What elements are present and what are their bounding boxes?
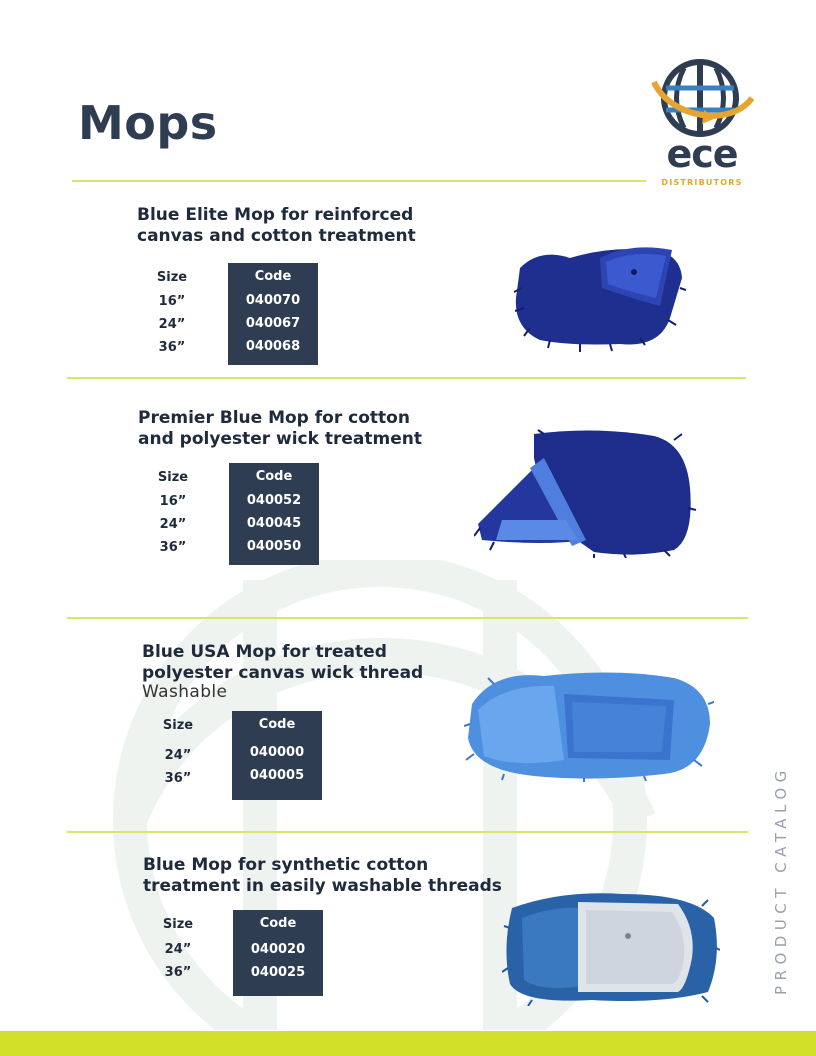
- size-column: [156, 913, 200, 984]
- product-image-elite-mop: [510, 228, 686, 352]
- code-header: Code: [259, 916, 297, 931]
- product-name-line: Blue USA Mop for treated: [142, 642, 387, 662]
- size-column: [156, 714, 200, 790]
- code-value: 040000: [249, 745, 305, 760]
- size-header: Size: [157, 470, 189, 485]
- size-value: 36”: [164, 771, 192, 786]
- size-value: 24”: [164, 748, 192, 763]
- code-value: 040050: [246, 539, 302, 554]
- size-value: 36”: [158, 340, 186, 355]
- side-catalog-label: PRODUCT CATALOG: [772, 765, 790, 995]
- logo-subtitle: DISTRIBUTORS: [661, 178, 743, 187]
- size-column: [151, 466, 195, 559]
- footer-accent-bar: [0, 1031, 816, 1056]
- product-name-line: polyester canvas wick thread: [142, 663, 424, 683]
- product-note: Washable: [142, 682, 228, 702]
- code-header: Code: [255, 469, 293, 484]
- product-name: [138, 408, 422, 450]
- section-divider: [67, 617, 748, 619]
- product-image-premier-mop: [474, 428, 698, 558]
- size-header: Size: [162, 917, 194, 932]
- code-table: [229, 463, 319, 565]
- size-value: 16”: [159, 494, 187, 509]
- product-name-line: treatment in easily washable threads: [143, 876, 502, 896]
- code-value: 040068: [245, 339, 301, 354]
- code-table: [232, 711, 322, 800]
- size-value: 24”: [158, 317, 186, 332]
- size-value: 16”: [158, 294, 186, 309]
- size-column: [150, 266, 194, 359]
- code-header: Code: [258, 717, 296, 732]
- product-image-usa-mop: [464, 664, 714, 782]
- company-logo: [650, 58, 754, 190]
- product-image-synthetic-mop: [502, 888, 720, 1006]
- size-value: 36”: [164, 965, 192, 980]
- globe-logo-icon: [650, 58, 754, 138]
- product-name-line: canvas and cotton treatment: [137, 226, 416, 246]
- code-value: 040052: [246, 493, 302, 508]
- code-value: 040070: [245, 293, 301, 308]
- code-value: 040025: [250, 965, 306, 980]
- size-value: 24”: [159, 517, 187, 532]
- product-name-line: and polyester wick treatment: [138, 429, 422, 449]
- section-divider: [67, 831, 748, 833]
- code-value: 040067: [245, 316, 301, 331]
- size-value: 36”: [159, 540, 187, 555]
- product-name-line: Premier Blue Mop for cotton: [138, 408, 410, 428]
- code-table: [233, 910, 323, 996]
- page-title: Mops: [78, 96, 218, 150]
- code-table: [228, 263, 318, 365]
- code-value: 040005: [249, 768, 305, 783]
- product-name: [142, 642, 423, 684]
- size-value: 24”: [164, 942, 192, 957]
- code-value: 040020: [250, 942, 306, 957]
- code-header: Code: [254, 269, 292, 284]
- product-name-line: Blue Elite Mop for reinforced: [137, 205, 414, 225]
- logo-wordmark: ece: [666, 132, 738, 176]
- section-divider: [67, 377, 746, 379]
- size-header: Size: [156, 270, 188, 285]
- size-header: Size: [162, 718, 194, 733]
- title-divider: [72, 180, 646, 182]
- product-name: [143, 855, 502, 897]
- product-name-line: Blue Mop for synthetic cotton: [143, 855, 429, 875]
- code-value: 040045: [246, 516, 302, 531]
- product-name: [137, 205, 416, 247]
